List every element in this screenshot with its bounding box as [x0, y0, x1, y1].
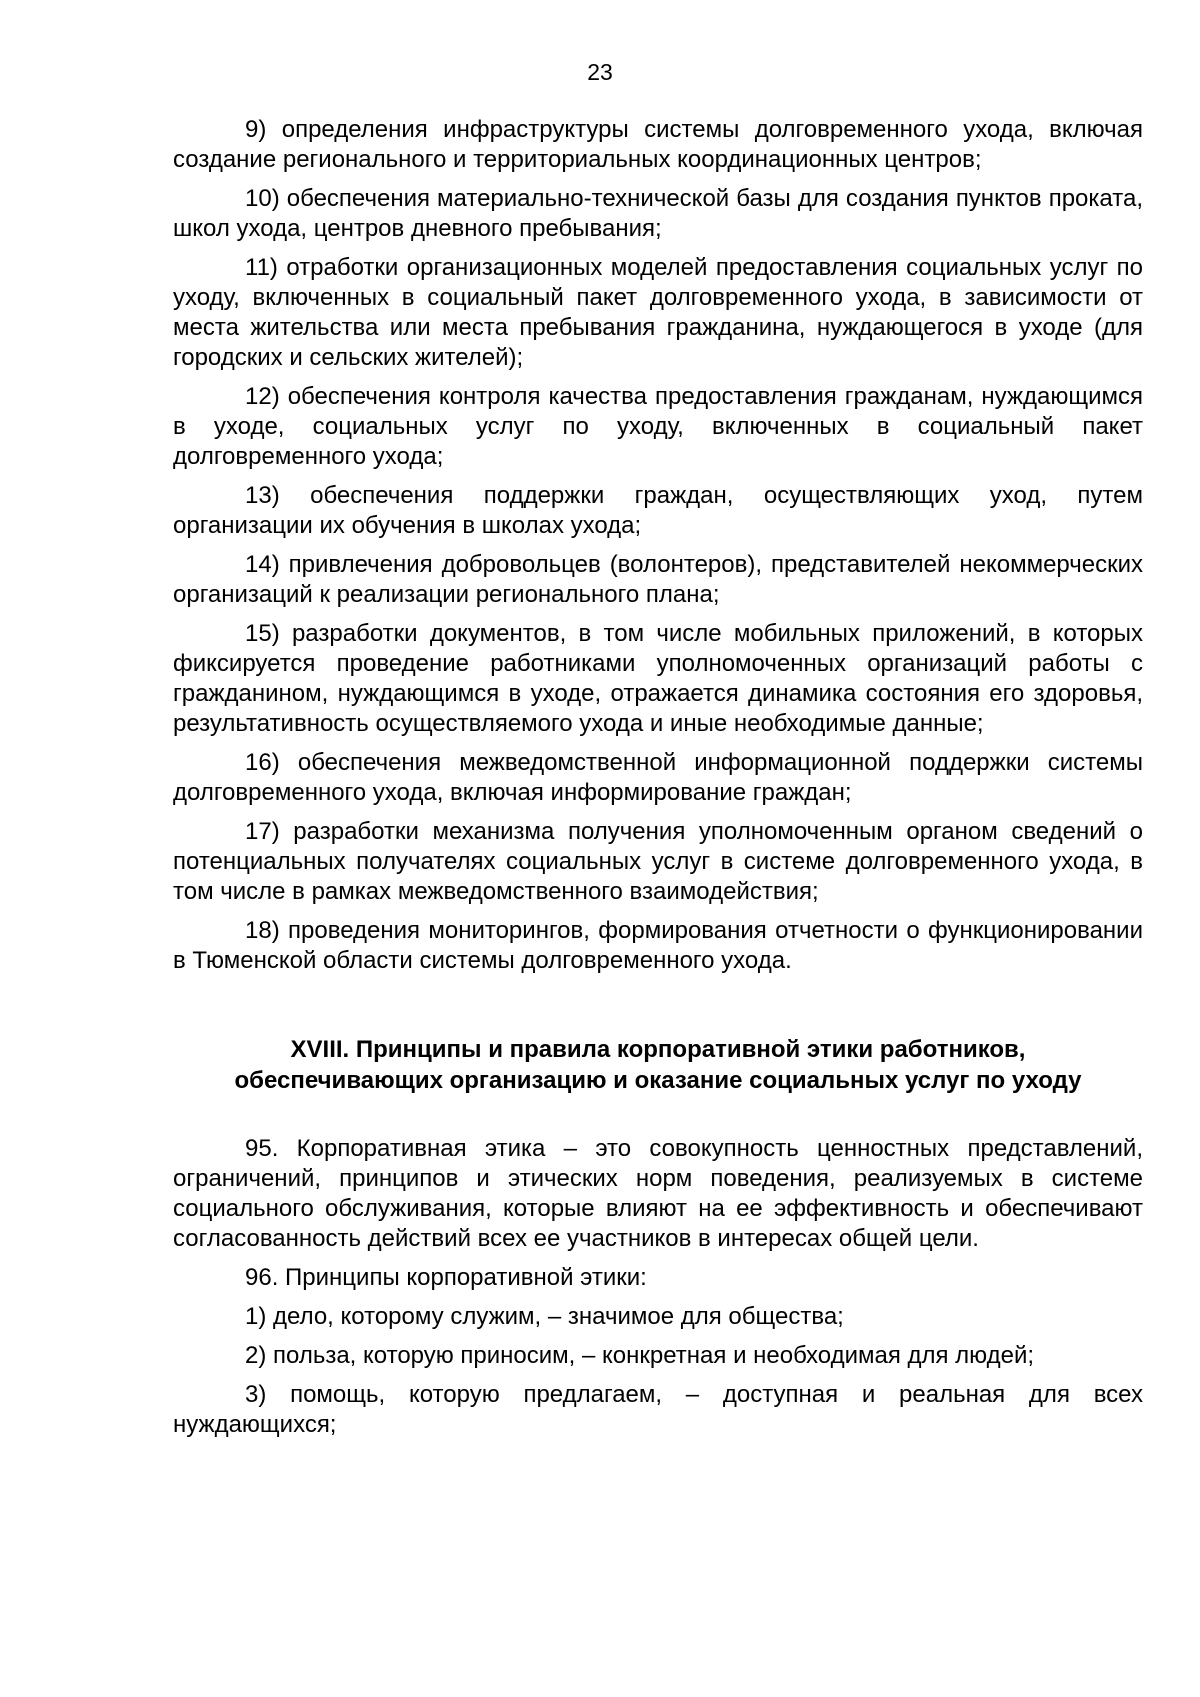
principle-item: 3) помощь, которую предлагаем, – доступная и реальная для всех нуждающихся;	[173, 1381, 1143, 1438]
document-body	[173, 115, 1143, 1449]
list-item: 15) разработки документов, в том числе мобильных приложений, в которых фиксируется проведение работниками уполномоченных организаций работы с гражданином, нуждающимся в уходе, отражается динамика состояния его здоровья, результативность осуществляемого ухода и иные необходимые данные;	[173, 620, 1143, 737]
section-paragraph: 95. Корпоративная этика – это совокупность ценностных представлений, ограничений, принципов и этических норм поведения, реализуемых в системе социального обслуживания, которые влияют на ее эффективность и обеспечивают согласованность действий всех ее участников в интересах общей цели.	[173, 1135, 1143, 1252]
list-item: 12) обеспечения контроля качества предоставления гражданам, нуждающимся в уходе, социальных услуг по уходу, включенных в социальный пакет долговременного ухода;	[173, 383, 1143, 470]
section-heading-line: XVIII. Принципы и правила корпоративной этики работников,	[290, 1036, 1026, 1063]
list-item: 13) обеспечения поддержки граждан, осуществляющих уход, путем организации их обучения в школах ухода;	[173, 482, 1143, 539]
section-heading-line: обеспечивающих организацию и оказание социальных услуг по уходу	[234, 1067, 1082, 1094]
list-item: 9) определения инфраструктуры системы долговременного ухода, включая создание регионального и территориальных координационных центров;	[173, 116, 1143, 173]
section-heading	[173, 1034, 1143, 1096]
principle-item: 1) дело, которому служим, – значимое для общества;	[245, 1303, 844, 1330]
page-number: 23	[587, 59, 613, 85]
list-item: 18) проведения мониторингов, формирования отчетности о функционировании в Тюменской области системы долговременного ухода.	[173, 917, 1143, 974]
list-item: 10) обеспечения материально-технической базы для создания пунктов проката, школ ухода, центров дневного пребывания;	[173, 185, 1143, 242]
list-item: 17) разработки механизма получения уполномоченным органом сведений о потенциальных получателях социальных услуг в системе долговременного ухода, в том числе в рамках межведомственного взаимодействия;	[173, 818, 1143, 905]
list-item: 11) отработки организационных моделей предоставления социальных услуг по уходу, включенных в социальный пакет долговременного ухода, в зависимости от места жительства или места пребывания гражданина, нуждающегося в уходе (для городских и сельских жителей);	[173, 254, 1143, 371]
list-item: 16) обеспечения межведомственной информационной поддержки системы долговременного ухода, включая информирование граждан;	[173, 749, 1143, 806]
principle-item: 2) польза, которую приносим, – конкретная и необходимая для людей;	[245, 1342, 1035, 1369]
list-item: 14) привлечения добровольцев (волонтеров), представителей некоммерческих организаций к реализации регионального плана;	[173, 551, 1143, 608]
section-paragraph: 96. Принципы корпоративной этики:	[245, 1264, 647, 1291]
